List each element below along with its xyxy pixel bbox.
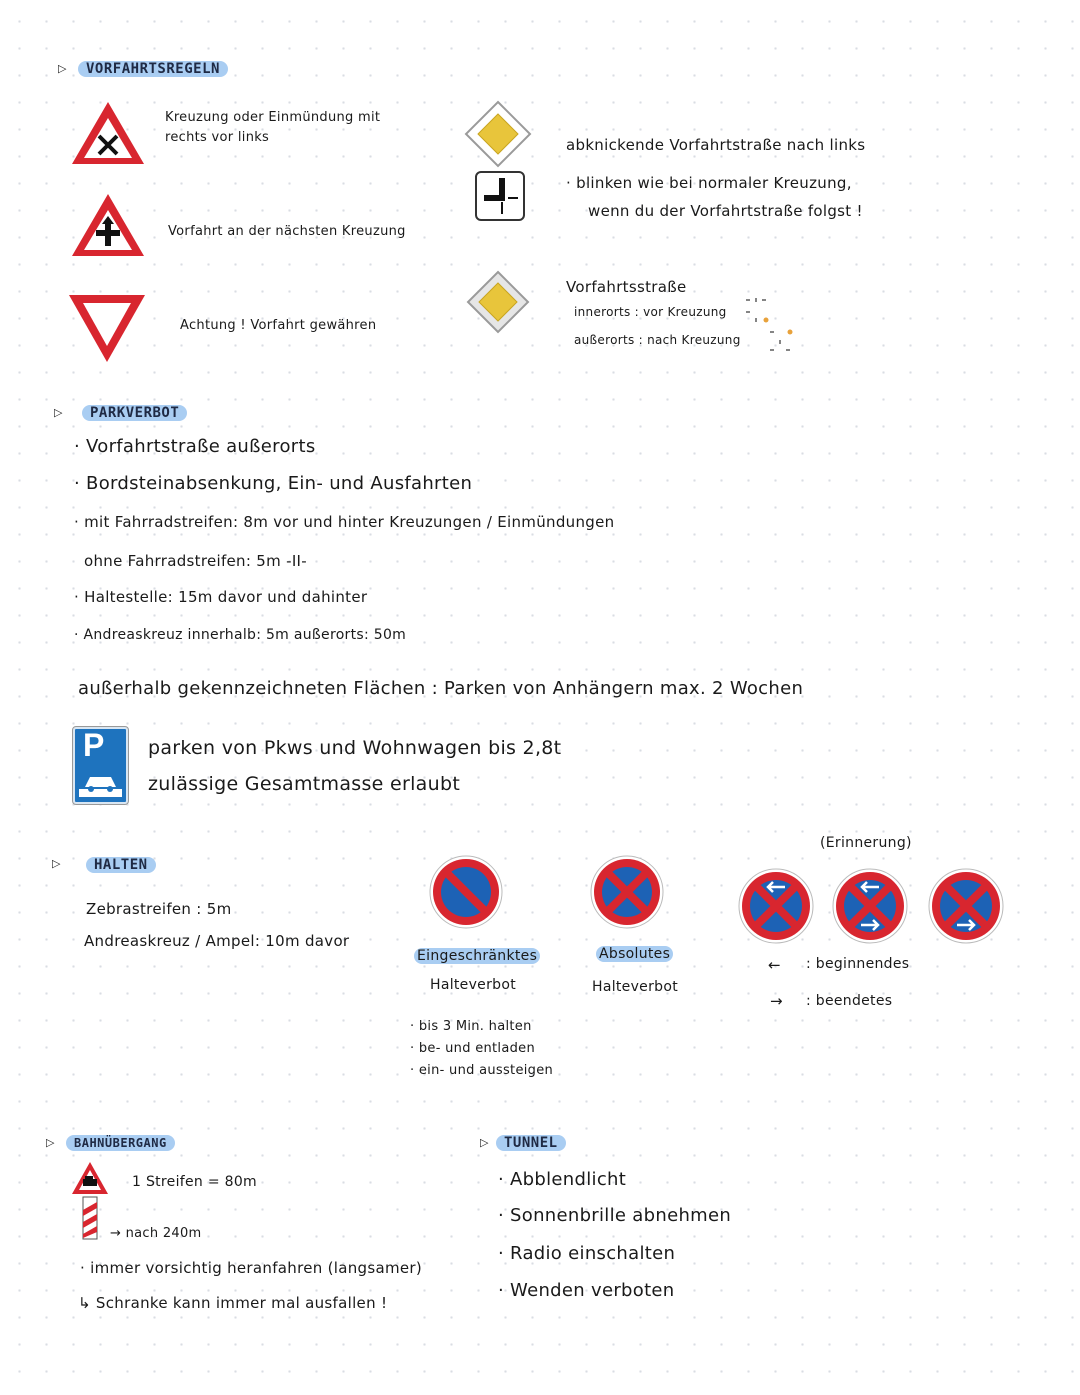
heading-halten: HALTEN [86, 857, 156, 873]
no-stopping-middle-sign-icon [831, 867, 909, 945]
priority-road-sign-icon [464, 100, 532, 168]
halten-rule: · bis 3 Min. halten [410, 1019, 532, 1034]
section-marker-icon: ▷ [52, 857, 61, 870]
no-stopping-sign-icon [589, 854, 665, 930]
parkverbot-item: · Vorfahrtstraße außerorts [74, 436, 316, 457]
tunnel-item: · Sonnenbrille abnehmen [498, 1205, 732, 1226]
streifen-text: 1 Streifen = 80m [132, 1174, 257, 1190]
parkverbot-item: · Andreaskreuz innerhalb: 5m außerorts: 50m [74, 627, 407, 643]
strasse-title: Vorfahrtsstraße [566, 278, 687, 296]
junction-dots-icon [766, 326, 796, 356]
beginnend-text: : beginnendes [806, 956, 910, 972]
heading-tunnel: TUNNEL [496, 1135, 566, 1151]
pkw-line1: parken von Pkws und Wohnwagen bis 2,8t [148, 737, 562, 759]
vorsichtig-text: · immer vorsichtig heranfahren (langsamer) [80, 1259, 423, 1277]
abknick-title: abknickende Vorfahrtstraße nach links [566, 136, 866, 154]
parkverbot-item: · Bordsteinabsenkung, Ein- und Ausfahrten [74, 473, 473, 494]
nach-text: → nach 240m [110, 1226, 202, 1241]
heading-bahnuebergang: BAHNÜBERGANG [66, 1135, 175, 1151]
section-marker-icon: ▷ [480, 1136, 489, 1149]
parkverbot-item: · Haltestelle: 15m davor und dahinter [74, 588, 368, 606]
junction-dots-icon [742, 296, 772, 326]
section-marker-icon: ▷ [46, 1136, 55, 1149]
restricted-stopping-sign-icon [428, 854, 504, 930]
parkverbot-item: ohne Fahrradstreifen: 5m -II- [84, 552, 307, 570]
abknick-line1: · blinken wie bei normaler Kreuzung, [566, 174, 852, 192]
tunnel-item: · Wenden verboten [498, 1280, 675, 1301]
arrow-left-icon: ← [768, 956, 781, 974]
abknick-line2: wenn du der Vorfahrtstraße folgst ! [588, 202, 863, 220]
priority-road-sign-icon [466, 270, 530, 334]
pkw-line2: zulässige Gesamtmasse erlaubt [148, 773, 461, 795]
yield-sign-icon [66, 292, 148, 364]
bent-priority-road-plate-icon [474, 170, 526, 222]
zebra-text: Zebrastreifen : 5m [86, 900, 232, 918]
innerorts-text: innerorts : vor Kreuzung [574, 305, 727, 319]
absolut-line1: Absolutes [596, 946, 673, 962]
eingeschraenkt-line2: Halteverbot [430, 977, 516, 993]
sign1-text-line2: rechts vor links [165, 130, 270, 145]
sign3-text: Achtung ! Vorfahrt gewähren [180, 318, 377, 333]
car-on-sidewalk-icon [79, 769, 122, 799]
parkverbot-item: · mit Fahrradstreifen: 8m vor und hinter Kreuzungen / Einmündungen [74, 513, 615, 531]
sign2-text: Vorfahrt an der nächsten Kreuzung [168, 224, 406, 239]
schranke-text: ↳ Schranke kann immer mal ausfallen ! [78, 1294, 388, 1312]
parking-letter: P [83, 727, 105, 763]
andreas-text: Andreaskreuz / Ampel: 10m davor [84, 932, 350, 950]
beendet-text: : beendetes [806, 993, 893, 1009]
erinnerung-text: (Erinnerung) [820, 835, 912, 851]
parking-sign [73, 727, 128, 804]
no-stopping-begin-sign-icon [737, 867, 815, 945]
eingeschraenkt-line1: Eingeschränktes [414, 948, 540, 964]
no-stopping-end-sign-icon [927, 867, 1005, 945]
section-marker-icon: ▷ [54, 406, 63, 419]
absolut-line2: Halteverbot [592, 979, 678, 995]
tunnel-item: · Abblendlicht [498, 1169, 627, 1190]
sign1-text-line1: Kreuzung oder Einmündung mit [165, 110, 381, 125]
section-marker-icon: ▷ [58, 62, 67, 75]
arrow-right-icon: → [770, 992, 783, 1010]
railway-crossing-sign-icon [70, 1160, 110, 1196]
warning-crossroad-sign-icon [68, 98, 148, 168]
priority-next-junction-sign-icon [68, 190, 148, 260]
tunnel-item: · Radio einschalten [498, 1243, 676, 1264]
anhaenger-text: außerhalb gekennzeichneten Flächen : Parken von Anhängern max. 2 Wochen [78, 678, 804, 699]
halten-rule: · ein- und aussteigen [410, 1063, 554, 1078]
heading-vorfahrtsregeln: VORFAHRTSREGELN [78, 61, 228, 77]
ausserorts-text: außerorts : nach Kreuzung [574, 333, 741, 347]
heading-parkverbot: PARKVERBOT [82, 405, 187, 421]
countdown-post-icon [82, 1196, 98, 1240]
halten-rule: · be- und entladen [410, 1041, 536, 1056]
